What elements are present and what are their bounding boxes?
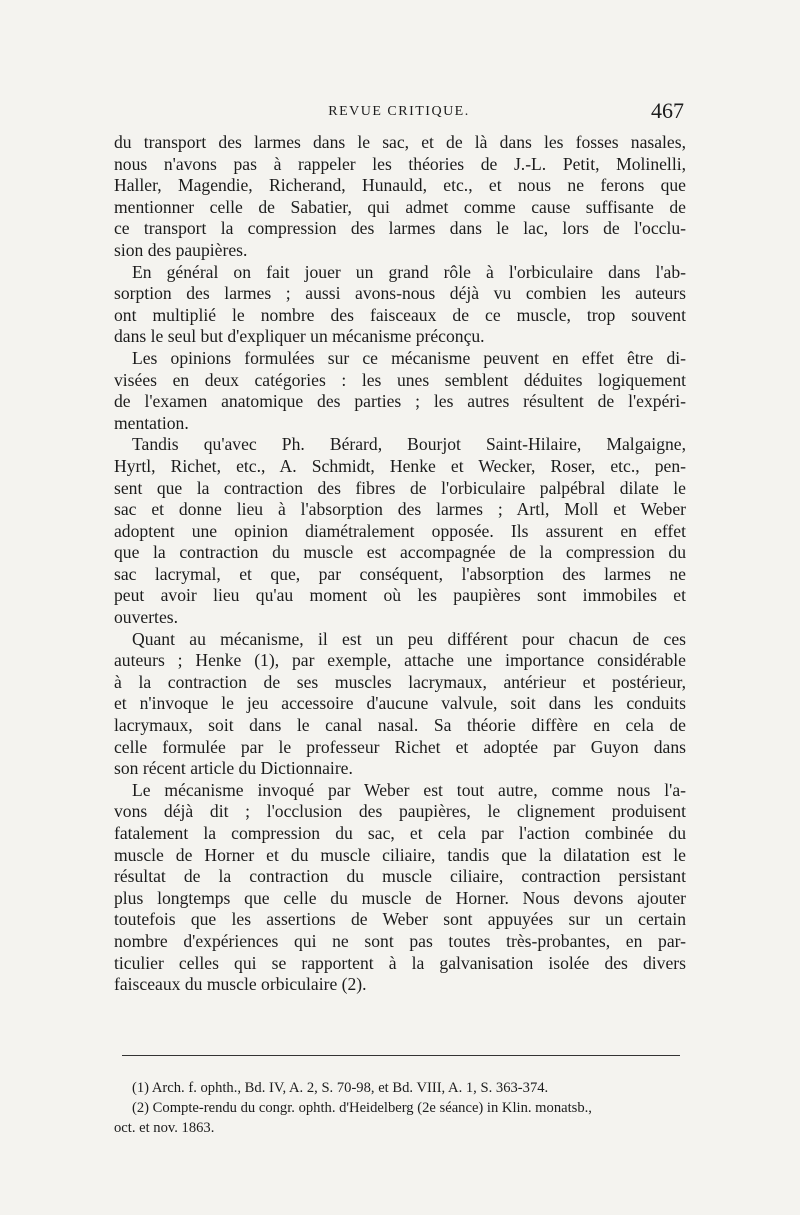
text-line: Quant au mécanisme, il est un peu différent pour chacun de ces <box>132 628 686 649</box>
text-line: Tandis qu'avec Ph. Bérard, Bourjot Saint-Hilaire, Malgaigne, <box>132 434 686 455</box>
text-line: celle formulée par le professeur Richet et adoptée par Guyon dans <box>114 736 686 757</box>
text-line: muscle de Horner et du muscle ciliaire, tandis que la dilatation est le <box>114 844 686 865</box>
text-line: fatalement la compression du sac, et cela par l'action combinée du <box>114 823 686 843</box>
text-line: du transport des larmes dans le sac, et de là dans les fosses nasales, <box>114 132 686 152</box>
footnote <box>114 1098 686 1138</box>
footnote <box>114 1078 686 1098</box>
text-line: ouvertes. <box>114 607 179 628</box>
text-line: sac et donne lieu à l'absorption des larmes ; Artl, Moll et Weber <box>114 499 686 520</box>
text-line: Hyrtl, Richet, etc., A. Schmidt, Henke et Wecker, Roser, etc., pen- <box>114 455 686 476</box>
body-text <box>114 132 686 996</box>
footnotes <box>114 1078 686 1138</box>
text-line: sac lacrymal, et que, par conséquent, l'absorption des larmes ne <box>114 563 686 584</box>
text-line: de l'examen anatomique des parties ; les autres résultent de l'expéri- <box>114 391 686 412</box>
paragraph <box>114 629 686 780</box>
text-line: Haller, Magendie, Richerand, Hunauld, etc., et nous ne ferons que <box>114 175 686 196</box>
footnote-line: oct. et nov. 1863. <box>114 1120 215 1136</box>
text-line: et n'invoque le jeu accessoire d'aucune valvule, soit dans les conduits <box>114 693 686 714</box>
text-line: que la contraction du muscle est accompagnée de la compression du <box>114 542 686 563</box>
text-line: adoptent une opinion diamétralement opposée. Ils assurent en effet <box>114 520 686 541</box>
text-line: Le mécanisme invoqué par Weber est tout autre, comme nous l'a- <box>132 779 686 800</box>
paragraph <box>114 348 686 434</box>
text-line: En général on fait jouer un grand rôle à l'orbiculaire dans l'ab- <box>132 261 686 282</box>
text-line: son récent article du Dictionnaire. <box>114 758 353 779</box>
text-line: Les opinions formulées sur ce mécanisme peuvent en effet être di- <box>132 347 686 368</box>
text-line: sorption des larmes ; aussi avons-nous déjà vu combien les auteurs <box>114 283 686 304</box>
footnote-line: (1) Arch. f. ophth., Bd. IV, A. 2, S. 70-98, et Bd. VIII, A. 1, S. 363-374. <box>132 1080 549 1096</box>
text-line: ont multiplié le nombre des faisceaux de ce muscle, trop souvent <box>114 304 686 325</box>
paragraph <box>114 132 686 262</box>
text-line: à la contraction de ses muscles lacrymaux, antérieur et postérieur, <box>114 671 686 692</box>
text-line: visées en deux catégories : les unes semblent déduites logiquement <box>114 369 686 390</box>
text-line: plus longtemps que celle du muscle de Horner. Nous devons ajouter <box>114 887 686 908</box>
text-line: peut avoir lieu qu'au moment où les paupières sont immobiles et <box>114 585 686 606</box>
footnote-divider <box>122 1055 680 1056</box>
text-line: faisceaux du muscle orbiculaire (2). <box>114 974 367 995</box>
text-line: sion des paupières. <box>114 239 248 260</box>
text-line: nous n'avons pas à rappeler les théories de J.-L. Petit, Molinelli, <box>114 153 686 174</box>
text-line: résultat de la contraction du muscle ciliaire, contraction persistant <box>114 866 686 887</box>
paragraph <box>114 262 686 348</box>
footnote-line: (2) Compte-rendu du congr. ophth. d'Heidelberg (2e séance) in Klin. monatsb., <box>132 1100 592 1116</box>
text-line: ticulier celles qui se rapportent à la galvanisation isolée des divers <box>114 952 686 973</box>
text-line: lacrymaux, soit dans le canal nasal. Sa théorie diffère en cela de <box>114 715 686 736</box>
text-line: auteurs ; Henke (1), par exemple, attache une importance considérable <box>114 650 686 671</box>
text-line: toutefois que les assertions de Weber sont appuyées sur un certain <box>114 909 686 930</box>
text-line: mentionner celle de Sabatier, qui admet comme cause suffisante de <box>114 196 686 217</box>
header-title: REVUE CRITIQUE. <box>328 104 470 119</box>
text-line: mentation. <box>114 412 189 433</box>
paragraph <box>114 434 686 628</box>
text-line: ce transport la compression des larmes dans le lac, lors de l'occlu- <box>114 218 686 239</box>
text-line: vons déjà dit ; l'occlusion des paupières, le clignement produisent <box>114 801 686 822</box>
text-line: dans le seul but d'expliquer un mécanisme préconçu. <box>114 326 485 347</box>
page-number: 467 <box>651 98 684 123</box>
text-line: nombre d'expériences qui ne sont pas toutes très-probantes, en par- <box>114 930 686 951</box>
running-header <box>114 98 684 124</box>
paragraph <box>114 780 686 996</box>
text-line: sent que la contraction des fibres de l'orbiculaire palpébral dilate le <box>114 477 686 498</box>
